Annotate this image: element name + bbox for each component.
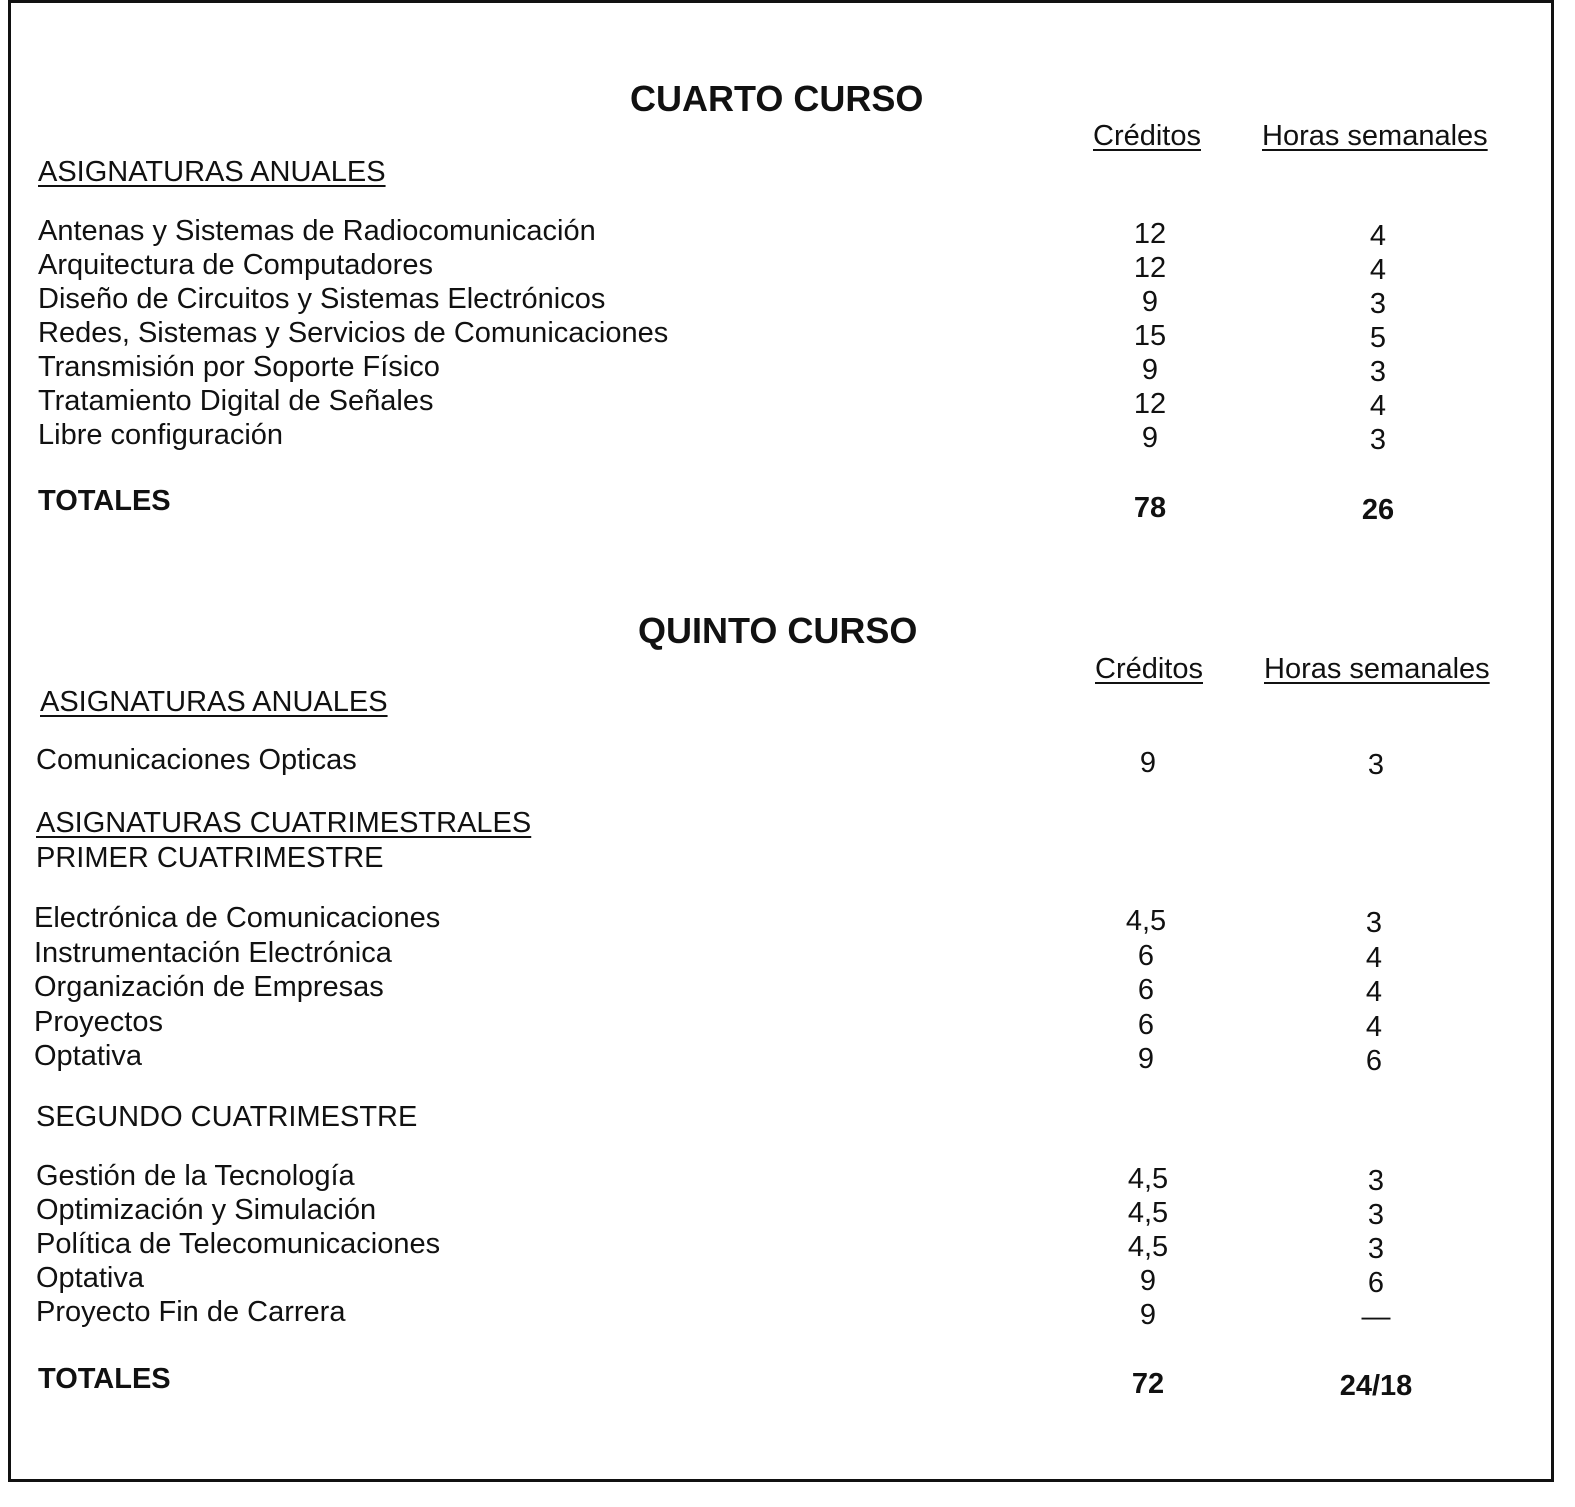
subject-horas: 3	[1367, 1233, 1385, 1265]
subject-name: Optimización y Simulación	[36, 1194, 377, 1226]
subject-creditos: 6	[1137, 1008, 1155, 1041]
subject-horas: 3	[1365, 907, 1383, 939]
subject-creditos: 15	[1133, 320, 1167, 352]
subject-creditos: 9	[1141, 422, 1159, 454]
subject-name: Optativa	[36, 1262, 144, 1294]
subject-creditos: 12	[1133, 252, 1167, 284]
cuarto-col-horas: Horas semanales	[1262, 120, 1488, 152]
subject-creditos: 4,5	[1127, 1231, 1169, 1263]
subject-horas: 4	[1365, 976, 1383, 1008]
subject-horas: 4	[1365, 941, 1383, 974]
subject-name: Proyectos	[34, 1005, 163, 1038]
subject-horas: 3	[1367, 749, 1385, 781]
subject-name: Transmisión por Soporte Físico	[38, 351, 440, 383]
cuarto-col-creditos: Créditos	[1093, 120, 1201, 152]
subject-horas: 3	[1369, 424, 1387, 456]
cuarto-title: CUARTO CURSO	[630, 78, 924, 119]
quinto-section-cuatrimestrales: ASIGNATURAS CUATRIMESTRALES	[36, 807, 532, 839]
subject-name: Diseño de Circuitos y Sistemas Electrónicos	[38, 283, 606, 315]
subject-name: Redes, Sistemas y Servicios de Comunicaciones	[38, 317, 669, 349]
quinto-title: QUINTO CURSO	[638, 610, 918, 651]
subject-creditos: 12	[1133, 218, 1167, 250]
subject-creditos: 4,5	[1127, 1163, 1169, 1195]
subject-creditos: 6	[1137, 974, 1155, 1006]
subject-name: Antenas y Sistemas de Radiocomunicación	[38, 215, 596, 247]
cuarto-totales-creditos: 78	[1133, 492, 1167, 524]
cuarto-totales-horas: 26	[1361, 494, 1395, 526]
subject-name: Electrónica de Comunicaciones	[34, 902, 441, 934]
subject-creditos: 12	[1133, 388, 1167, 420]
quinto-section-anuales: ASIGNATURAS ANUALES	[40, 686, 388, 718]
subject-creditos: 9	[1137, 1043, 1155, 1075]
subject-name: Política de Telecomunicaciones	[36, 1228, 441, 1260]
subject-name: Proyecto Fin de Carrera	[36, 1296, 346, 1328]
subject-creditos: 9	[1139, 747, 1157, 779]
subject-name: Comunicaciones Opticas	[36, 744, 357, 776]
subject-name: Instrumentación Electrónica	[34, 936, 392, 969]
cuarto-totales-label: TOTALES	[38, 485, 171, 517]
quinto-totales-creditos: 72	[1131, 1368, 1165, 1400]
subject-horas: —	[1361, 1301, 1391, 1333]
subject-horas: 4	[1369, 254, 1387, 286]
subject-horas: 6	[1367, 1267, 1385, 1299]
subject-horas: 4	[1369, 390, 1387, 422]
subject-creditos: 9	[1141, 286, 1159, 318]
subject-name: Tratamiento Digital de Señales	[38, 385, 434, 417]
subject-horas: 3	[1367, 1199, 1385, 1231]
subject-name: Optativa	[34, 1040, 142, 1072]
subject-horas: 4	[1369, 220, 1387, 252]
subject-name: Gestión de la Tecnología	[36, 1160, 355, 1192]
subject-horas: 6	[1365, 1045, 1383, 1077]
cuarto-section-anuales: ASIGNATURAS ANUALES	[38, 156, 386, 188]
subject-name: Organización de Empresas	[34, 971, 384, 1003]
quinto-col-creditos: Créditos	[1095, 653, 1203, 685]
subject-horas: 3	[1369, 288, 1387, 320]
subject-horas: 3	[1369, 356, 1387, 388]
subject-horas: 4	[1365, 1010, 1383, 1043]
subject-creditos: 6	[1137, 939, 1155, 972]
primer-cuatrimestre-label: PRIMER CUATRIMESTRE	[36, 842, 384, 874]
subject-horas: 5	[1369, 322, 1387, 354]
quinto-totales-label: TOTALES	[38, 1363, 171, 1395]
quinto-totales-horas: 24/18	[1339, 1370, 1413, 1402]
subject-creditos: 4,5	[1125, 905, 1167, 937]
subject-creditos: 9	[1141, 354, 1159, 386]
subject-horas: 3	[1367, 1165, 1385, 1197]
subject-name: Arquitectura de Computadores	[38, 249, 433, 281]
quinto-col-horas: Horas semanales	[1264, 653, 1490, 685]
subject-creditos: 9	[1139, 1299, 1157, 1331]
subject-creditos: 4,5	[1127, 1197, 1169, 1229]
segundo-cuatrimestre-label: SEGUNDO CUATRIMESTRE	[36, 1101, 418, 1133]
subject-creditos: 9	[1139, 1265, 1157, 1297]
subject-name: Libre configuración	[38, 419, 284, 451]
